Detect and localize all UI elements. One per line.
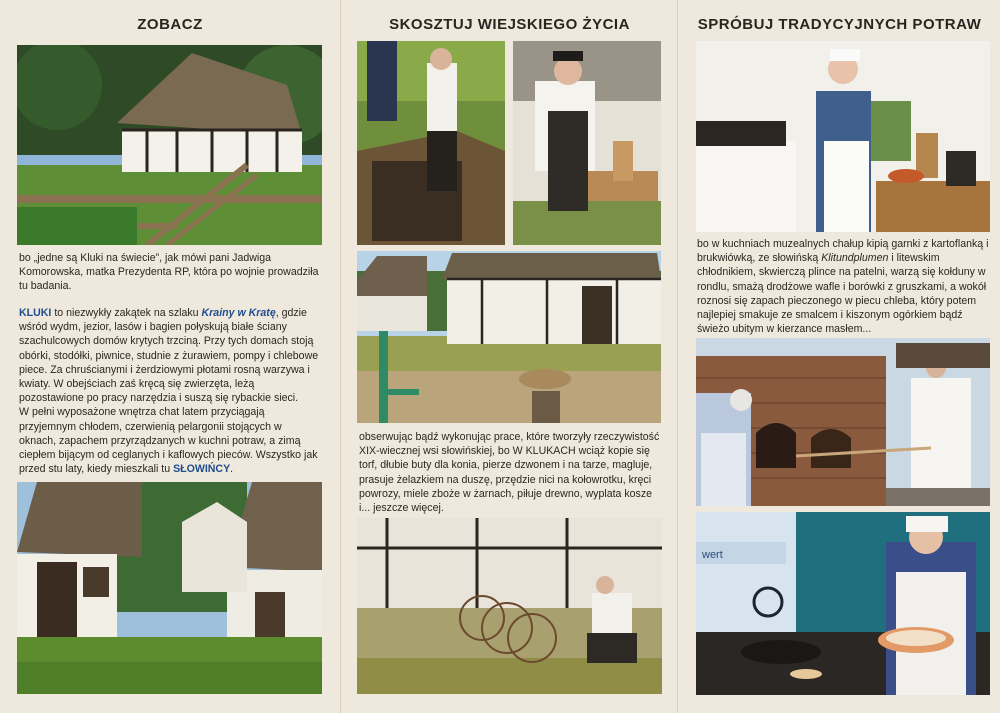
panel2-text-pre: obserwując bądź wykonując prace, które tworzyły rzeczywistość XIX-wiecznej wsi słowińskiej, bo W: [359, 431, 660, 458]
panel3-text: [697, 237, 993, 336]
photo-bread-oven: [696, 338, 990, 506]
panel2-text: [359, 430, 661, 515]
body-paragraph-1: , gdzie wśród wydm, jezior, lasów i bagien połyskują białe ściany szachulcowych domów krytych trzciną. Przy tych domach stoją obórki, stodółki, piwnice, studnie z żurawiem, pompy i chlebowe piece. Za chruścianymi i żerdziowymi płotami rosną warzywa i kwiaty. W obejściach zaś kręcą się zwierzęta, leżą pozostawione po pracy narzędzia i suszą się rybackie sieci.: [19, 307, 319, 405]
stove-sign-text: wert: [702, 549, 723, 561]
body-text: [19, 306, 321, 476]
body-paragraph-2: W pełni wyposażone wnętrza chat latem przyciągają przyjemnym chłodem, czerwienią pelargonii stojących w oknach, zapachem przyrządzanych w kuchni potraw, a zimą ciepłem bijącym od ceglanych i kaflowych pieców. Wszystko jak przed stu laty, kiedy mieszkali tu: [19, 406, 318, 476]
heading-zobacz: ZOBACZ: [137, 16, 203, 33]
panel2-text-post: wciąż kopie się torf, dłubie buty dla konia, pierze dzwonem i na tarze, magluje, prasuje żelazkiem na duszę, przędzie nici na kołowrotku, kręci powrozy, miele zboże w żarnach, piłuje drewno, wyplata kosze i... jeszcze więcej.: [359, 445, 653, 515]
photo-peat-digging: [357, 41, 505, 245]
quote-text: bo „jedne są Kluki na świecie”, jak mówi pani Jadwiga Komorowska, matka Prezydenta RP, która po wojnie prowadziła tu badania.: [19, 252, 319, 293]
photo-thatched-cottage: [17, 45, 322, 245]
kluki-label: KLUKI: [19, 307, 52, 319]
photo-frying-pancakes: [696, 512, 990, 695]
panel-zobacz: [0, 0, 340, 713]
panel-sprobuj: [677, 0, 1000, 713]
intro-text: to niezwykły zakątek na szlaku: [51, 307, 202, 319]
klukach-label: KLUKACH: [525, 445, 576, 458]
photo-cottages-row: [17, 482, 322, 694]
photo-basket-weaving: [357, 518, 662, 694]
panel3-text-post: i litewskim chłodnikiem, skwierczą plince na patelni, warzą się kołduny w rondlu, smażą drodżowe wafle i borówki z gruszkami, a wokół roznosi się zapach pieczonego w piecu chleba, który potem najlepiej smakuje ze smalcem i kiszonym ogórkiem bądź świeżo ubitym w kierzance masłem...: [697, 252, 987, 336]
slowincy-label: SŁOWIŃCY: [173, 463, 231, 476]
heading-sprobuj: SPRÓBUJ TRADYCYJNYCH POTRAW: [697, 16, 982, 33]
photo-village-pump: [357, 251, 661, 423]
photo-kitchen-cook: [696, 41, 990, 232]
dish-name: Klitundplumen: [821, 252, 889, 265]
heading-skosztuj: SKOSZTUJ WIEJSKIEGO ŻYCIA: [389, 16, 630, 33]
panel-skosztuj: [340, 0, 678, 713]
route-name: Krainy w Kratę: [201, 307, 276, 319]
panel3-text-pre: bo w kuchniach muzealnych chałup kipią garnki z kartoflanką i brukwiówką, ze słowińską: [697, 238, 989, 265]
photo-woodworker: [513, 41, 661, 245]
body-end: .: [230, 463, 234, 476]
